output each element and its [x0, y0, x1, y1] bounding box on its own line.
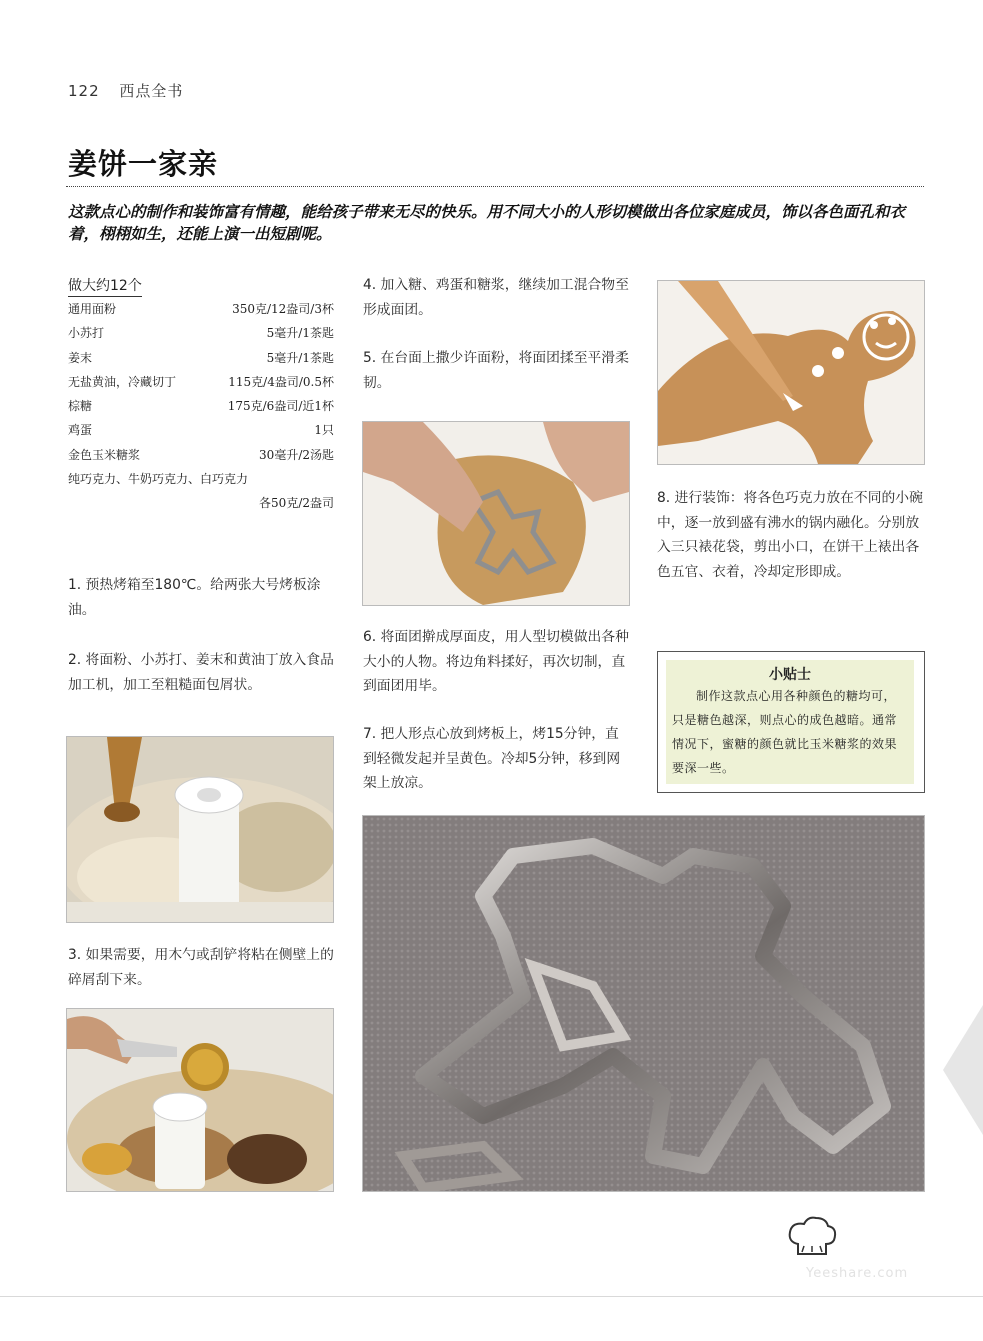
step-2: 2. 将面粉、小苏打、姜末和黄油丁放入食品加工机，加工至粗糙面包屑状。	[68, 652, 334, 693]
ingredient-amount: 5毫升/1茶匙	[266, 350, 334, 365]
step-7: 7. 把人形点心放到烤板上，烤15分钟，直到轻微发起并呈黄色。冷却5分钟，移到网架上放凉。	[363, 726, 621, 791]
ingredient-row	[68, 346, 334, 370]
ingredient-name: 鸡蛋	[68, 423, 93, 438]
ingredient-amount: 5毫升/1茶匙	[266, 326, 334, 341]
ingredient-name: 棕糖	[68, 399, 93, 414]
ingredient-name: 纯巧克力、牛奶巧克力、白巧克力	[68, 472, 249, 487]
ingredient-amount: 1只	[314, 423, 334, 438]
book-title: 西点全书	[119, 82, 184, 100]
ingredient-name: 无盐黄油，冷藏切丁	[68, 374, 177, 389]
page-bottom-rule	[0, 1296, 983, 1297]
yield-heading: 做大约12个	[68, 275, 142, 297]
photo-cutting-dough	[362, 421, 630, 606]
step-5: 5. 在台面上撒少许面粉，将面团揉至平滑柔韧。	[363, 350, 629, 391]
ingredient-row	[68, 297, 334, 321]
ingredient-row	[68, 370, 334, 394]
ingredient-name: 小苏打	[68, 326, 105, 341]
ingredient-name: 通用面粉	[68, 302, 117, 316]
photo-food-processor	[66, 736, 334, 923]
ingredient-name: 姜末	[68, 350, 93, 365]
tip-title: 小贴士	[769, 667, 811, 683]
ingredient-row	[68, 467, 334, 491]
ingredient-amount: 各50克/2盎司	[259, 496, 334, 511]
recipe-intro: 这款点心的制作和装饰富有情趣，能给孩子带来无尽的快乐。用不同大小的人形切模做出各位家庭成员，饰以各色面孔和衣着，栩栩如生，还能上演一出短剧呢。	[68, 203, 906, 243]
photo-decorating	[657, 280, 925, 465]
ingredient-row	[68, 491, 334, 515]
ingredient-name: 金色玉米糖浆	[68, 447, 141, 462]
page-number: 122	[68, 82, 100, 100]
ingredient-row	[68, 321, 334, 345]
step-6: 6. 将面团擀成厚面皮，用人型切模做出各种大小的人物。将边角料揉好，再次切制，直到面团用毕。	[363, 629, 629, 694]
ingredient-row	[68, 418, 334, 442]
photo-adding-syrup	[66, 1008, 334, 1192]
title-divider	[66, 186, 924, 187]
ingredient-amount: 30毫升/2汤匙	[259, 447, 334, 462]
ingredient-amount: 115克/4盎司/0.5杯	[228, 374, 334, 389]
tip-box	[657, 651, 925, 793]
ingredient-amount: 175克/6盎司/近1杯	[227, 399, 334, 414]
page-corner-decoration	[943, 1005, 983, 1135]
chef-hat-icon	[786, 1214, 838, 1266]
watermark: Yeeshare.com	[806, 1266, 909, 1281]
step-4: 4. 加入糖、鸡蛋和糖浆，继续加工混合物至形成面团。	[363, 277, 629, 318]
tip-body: 制作这款点心用各种颜色的糖均可，只是糖色越深，则点心的成色越暗。通常情况下，蜜糖的颜色就比玉米糖浆的效果要深一些。	[672, 689, 898, 775]
ingredient-row	[68, 443, 334, 467]
step-8: 8. 进行装饰：将各色巧克力放在不同的小碗中，逐一放到盛有沸水的锅内融化。分别放入三只裱花袋，剪出小口，在饼干上裱出各色五官、衣着，冷却定形即成。	[657, 490, 923, 580]
ingredient-list	[68, 297, 334, 516]
running-header	[68, 80, 183, 101]
step-1: 1. 预热烤箱至180℃。给两张大号烤板涂油。	[68, 577, 321, 618]
tip-panel	[666, 660, 914, 784]
recipe-title: 姜饼一家亲	[68, 147, 219, 181]
ingredient-row	[68, 394, 334, 418]
ingredient-amount: 350克/12盎司/3杯	[232, 302, 334, 316]
photo-cookie-cutters	[362, 815, 925, 1192]
step-3: 3. 如果需要，用木勺或刮铲将粘在侧壁上的碎屑刮下来。	[68, 947, 334, 988]
